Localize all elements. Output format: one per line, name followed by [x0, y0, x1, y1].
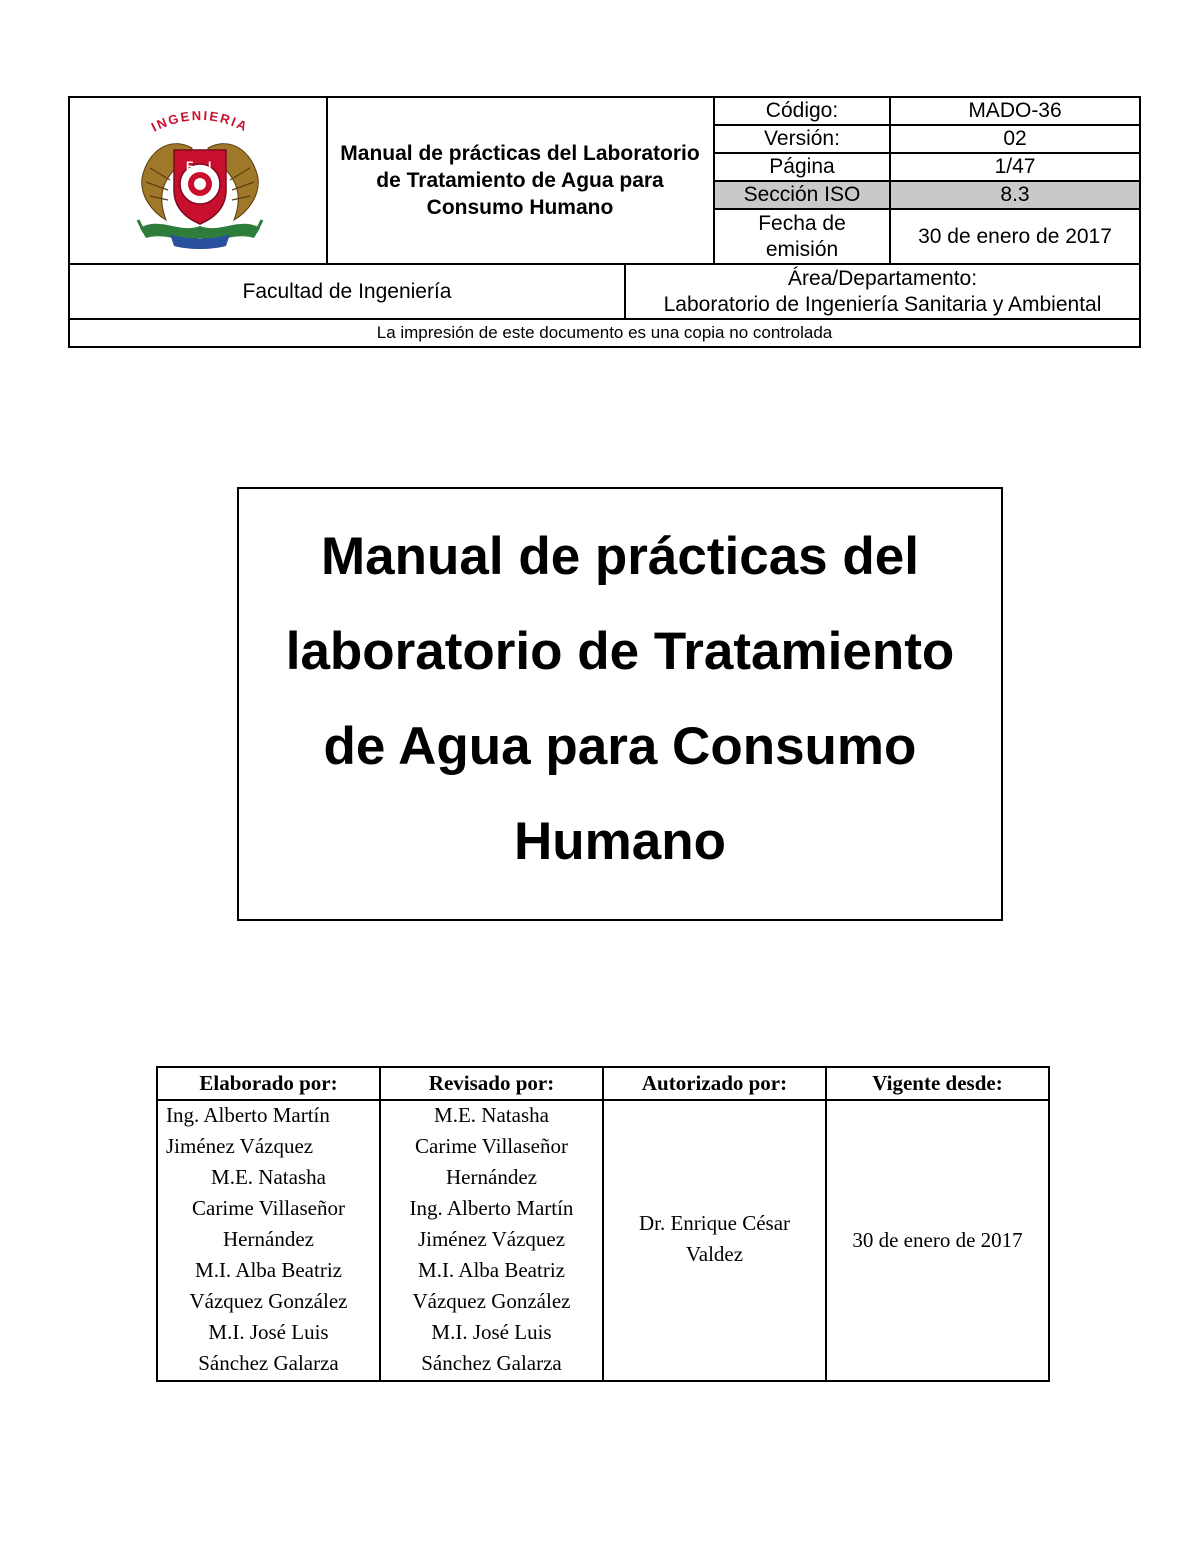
- seccion-iso-label: Sección ISO: [743, 183, 861, 206]
- signer-name: M.I. Alba Beatriz: [195, 1258, 342, 1282]
- signer-name: M.I. José Luis: [208, 1320, 329, 1344]
- header-border-bottom: [68, 346, 1141, 348]
- reviewer-name: M.I. Alba Beatriz: [418, 1258, 565, 1282]
- reviewer-name: Ing. Alberto Martín: [409, 1196, 574, 1220]
- reviewer-name: Vázquez González: [412, 1289, 571, 1313]
- codigo-value: MADO-36: [968, 99, 1062, 122]
- header-vigente: Vigente desde:: [872, 1071, 1003, 1095]
- main-title-line: laboratorio de Tratamiento: [285, 622, 955, 681]
- table-border-right: [1048, 1066, 1050, 1382]
- seccion-iso-value: 8.3: [1000, 183, 1030, 206]
- facultad-name: Facultad de Ingeniería: [242, 279, 452, 303]
- header-border-right: [1139, 96, 1141, 348]
- signer-name: Jiménez Vázquez: [166, 1134, 314, 1158]
- logo-mark: F: [186, 159, 194, 173]
- signer-name: Sánchez Galarza: [198, 1351, 339, 1375]
- autorizado-cell: [604, 1208, 825, 1270]
- pagina-value: 1/47: [994, 155, 1036, 178]
- main-title-line: Manual de prácticas del: [321, 527, 919, 586]
- reviewer-name: Jiménez Vázquez: [417, 1227, 566, 1251]
- version-value: 02: [1003, 127, 1027, 150]
- signer-name: Ing. Alberto Martín: [166, 1103, 330, 1127]
- pagina-label: Página: [769, 155, 835, 178]
- header-revisado: Revisado por:: [428, 1071, 555, 1095]
- header-elaborado: Elaborado por:: [199, 1071, 338, 1095]
- main-title-line: de Agua para Consumo: [323, 717, 917, 776]
- eagle-shield-icon: [130, 108, 270, 254]
- uncontrolled-copy-notice: La impresión de este documento es una copia no controlada: [376, 323, 833, 342]
- main-title-box: [237, 487, 1003, 921]
- authorizer-name: Valdez: [685, 1242, 744, 1266]
- codigo-label: Código:: [765, 99, 839, 122]
- area-label: Área/Departamento:: [787, 267, 978, 290]
- version-label: Versión:: [764, 127, 840, 150]
- fecha-emision-value: 30 de enero de 2017: [918, 224, 1112, 248]
- reviewer-name: M.I. José Luis: [431, 1320, 552, 1344]
- document-title: Manual de prácticas del Laboratorio de Tratamiento de Agua para Consumo Humano: [340, 142, 700, 219]
- header-divider: [326, 96, 328, 265]
- area-value: Laboratorio de Ingeniería Sanitaria y Ambiental: [663, 293, 1102, 316]
- authorizer-name: Dr. Enrique César: [638, 1211, 791, 1235]
- svg-text:I: I: [208, 159, 212, 173]
- reviewer-name: M.E. Natasha: [434, 1103, 549, 1127]
- signer-name: Vázquez González: [189, 1289, 348, 1313]
- fecha-emision-label: Fecha de emisión: [758, 211, 846, 261]
- svg-text:INGENIERIA: INGENIERIA: [148, 108, 252, 135]
- revisado-cell: [381, 1100, 602, 1379]
- vigente-date: 30 de enero de 2017: [852, 1228, 1023, 1252]
- faculty-logo: [130, 108, 270, 254]
- elaborado-cell: [158, 1100, 379, 1379]
- signer-name: Carime Villaseñor: [192, 1196, 345, 1220]
- signer-name: M.E. Natasha: [211, 1165, 326, 1189]
- header-autorizado: Autorizado por:: [641, 1071, 788, 1095]
- reviewer-name: Carime Villaseñor: [415, 1134, 568, 1158]
- main-title-line: Humano: [514, 812, 726, 871]
- reviewer-name: Sánchez Galarza: [421, 1351, 562, 1375]
- signer-name: Hernández: [223, 1227, 314, 1251]
- reviewer-name: Hernández: [446, 1165, 537, 1189]
